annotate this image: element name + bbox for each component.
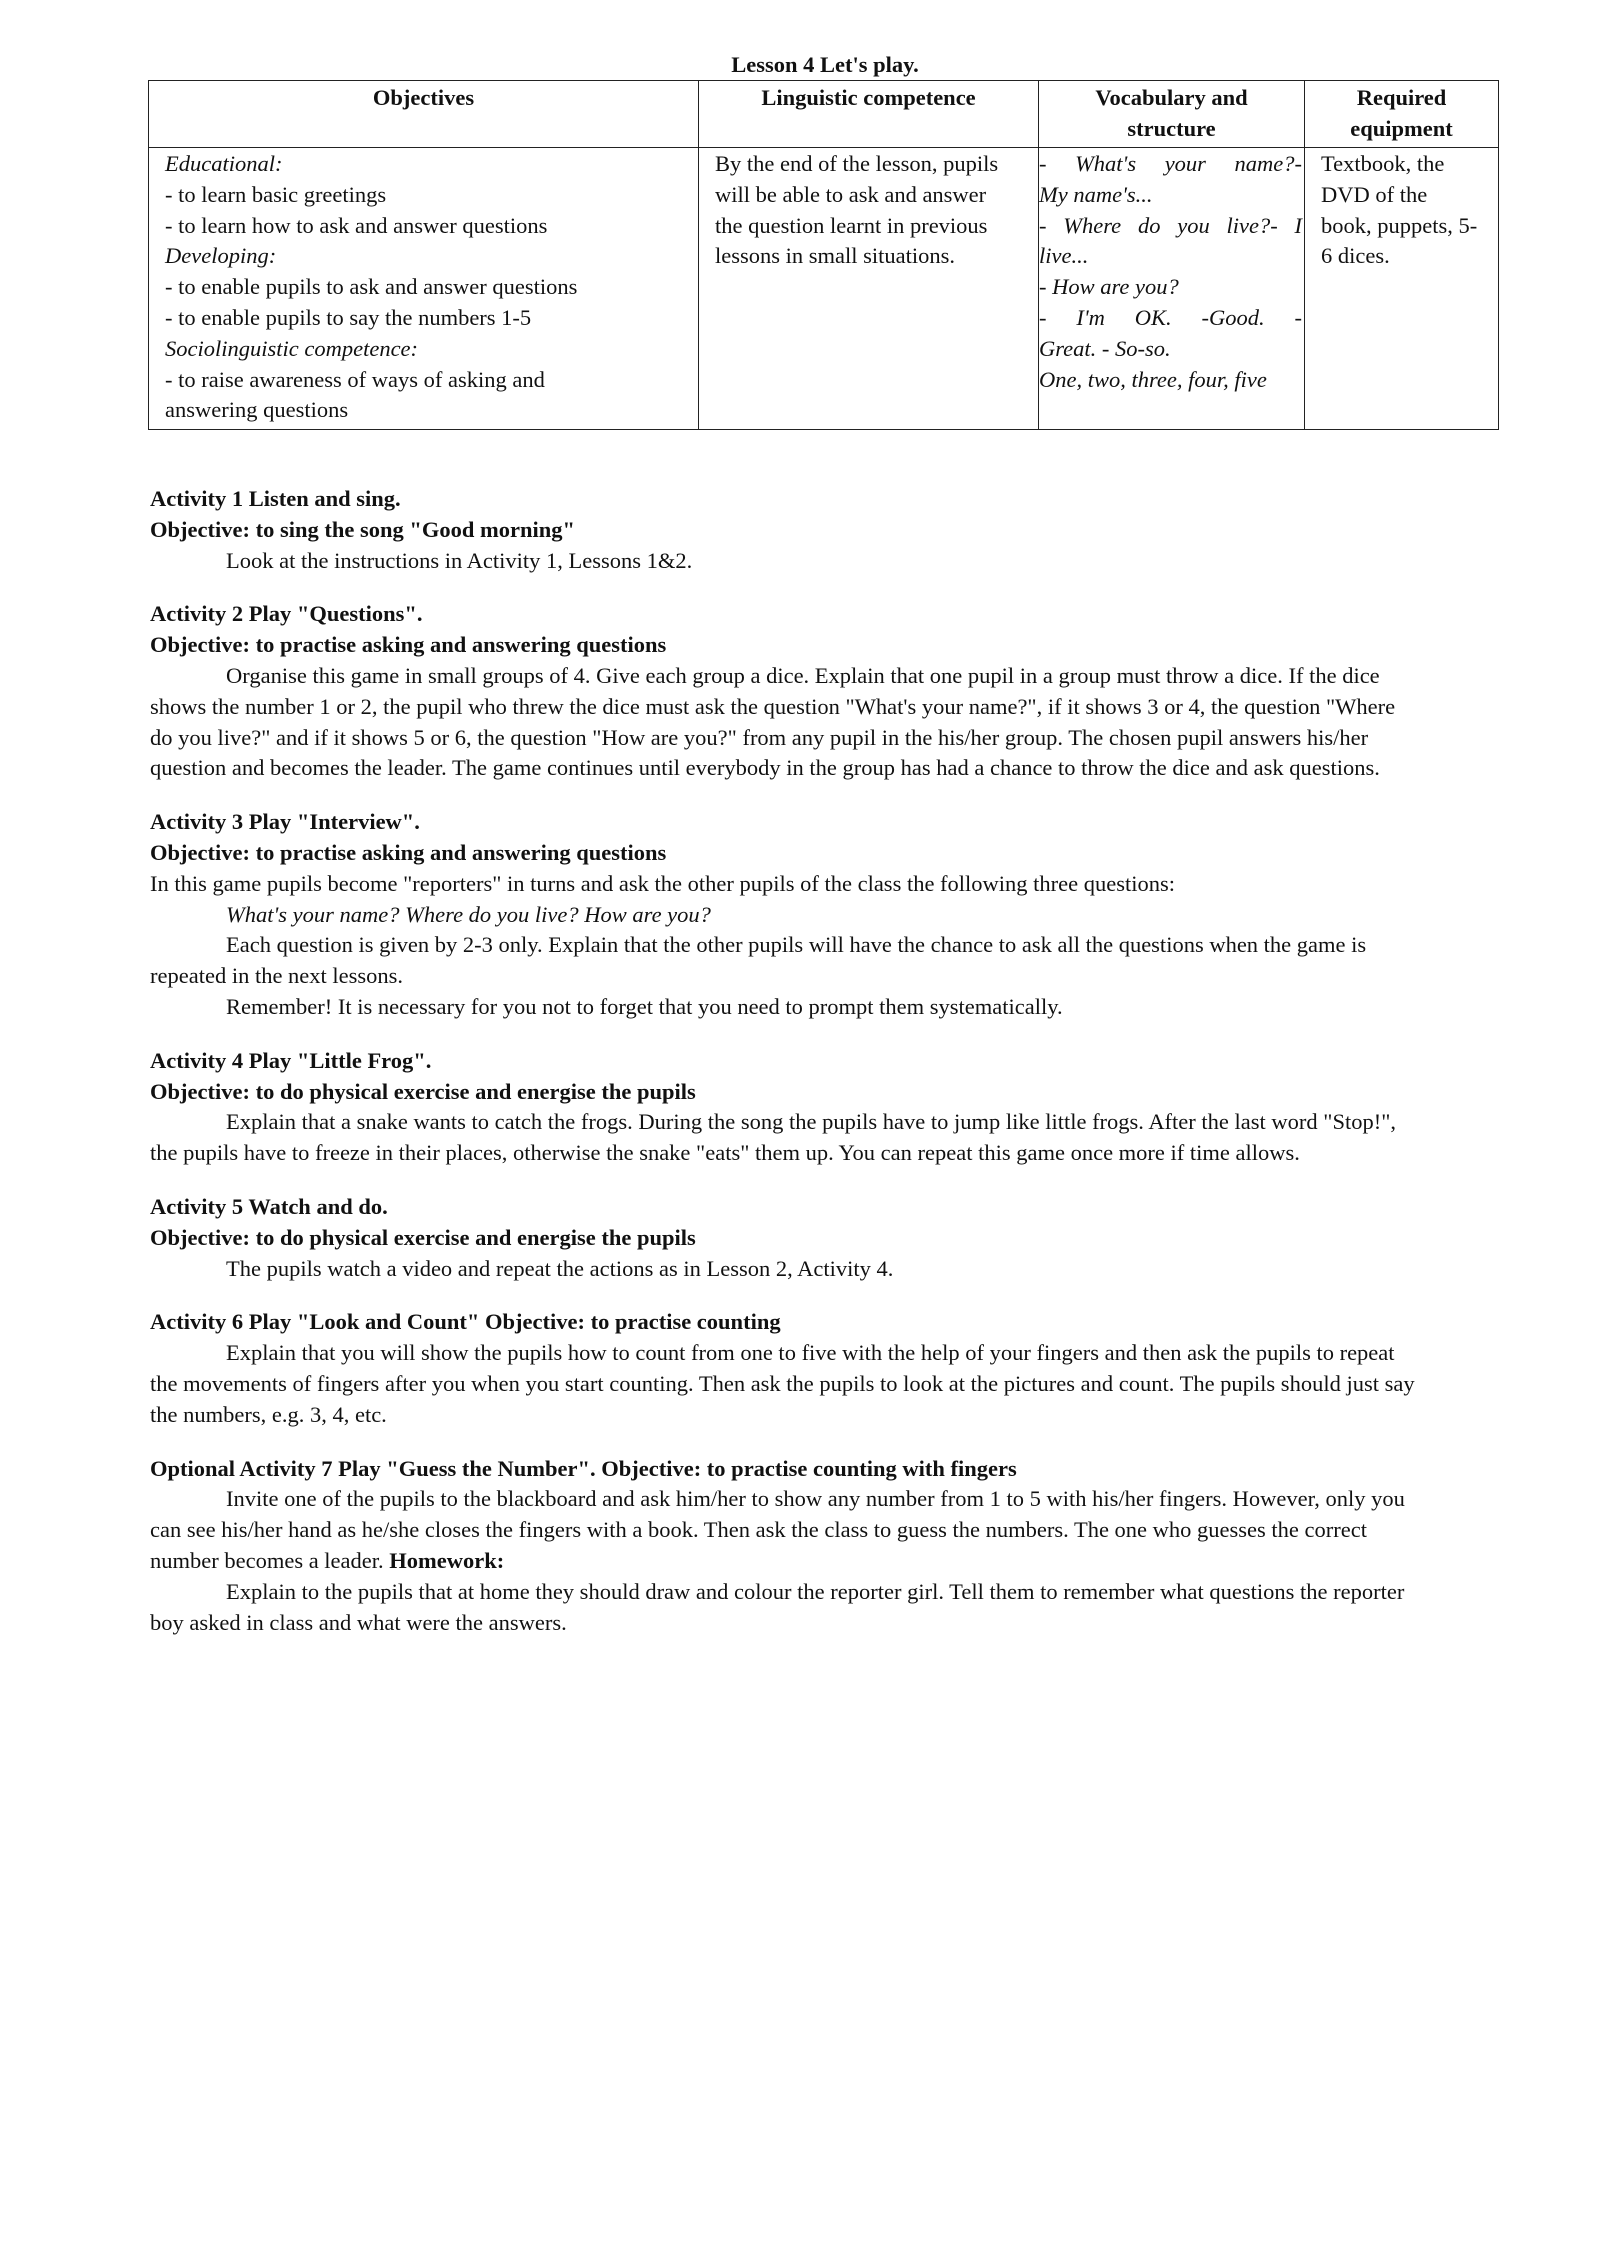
linguistic-cell: By the end of the lesson, pupils will be able to ask and answer the question learnt in previous lessons in small situations. [699,148,1039,430]
activity-3 [150,807,1420,1023]
vocabulary-line: live... [1039,243,1089,269]
activity-text [150,1484,1420,1576]
activity-title: Activity 5 Watch and do. [150,1193,388,1219]
header-vocabulary: Vocabulary and structure [1039,81,1305,148]
objective-item: - to raise awareness of ways of asking and [165,366,545,392]
objective-item-continued: answering questions [165,397,349,423]
activity-1 [150,484,1420,576]
vocabulary-line: One, two, three, four, five [1039,366,1267,392]
lesson-title: Lesson 4 Let's play. [731,52,919,77]
table-row [149,148,1499,430]
activity-objective: Objective: to do physical exercise and energise the pupils [150,1078,696,1104]
table-header-row [149,81,1499,148]
activity-4 [150,1046,1420,1169]
homework-text: Explain to the pupils that at home they should draw and colour the reporter girl. Tell them to remember what questions the reporter boy asked in class and what were the answers. [150,1578,1405,1635]
header-equipment: Required equipment [1305,81,1499,148]
activity-text-body: Invite one of the pupils to the blackboard and ask him/her to show any number from 1 to 5 with his/her fingers. However, only you can see his/her hand as he/she closes the fingers with a book. Then ask the class to guess the numbers. The one who guesses the correct number becomes a leader. [150,1486,1405,1573]
objectives-educational-heading: Educational: [165,151,283,176]
vocabulary-line: - How are you? [1039,274,1179,300]
activity-text: Explain that a snake wants to catch the frogs. During the song the pupils have to jump like little frogs. After the last word "Stop!", the pupils have to freeze in their places, otherwise the snake "eats" them up. You can repeat this game once more if time allows. [150,1109,1397,1166]
objectives-cell [149,148,699,430]
activity-objective: Objective: to sing the song "Good morning" [150,516,575,542]
activity-title: Activity 6 Play "Look and Count" Objective: to practise counting [150,1309,781,1335]
activity-objective: Objective: to practise asking and answering questions [150,632,667,658]
vocabulary-line: Great. - So-so. [1039,335,1171,361]
activity-text: Remember! It is necessary for you not to forget that you need to prompt them systematically. [226,993,1063,1019]
activity-title: Activity 3 Play "Interview". [150,809,420,835]
activity-text: Look at the instructions in Activity 1, Lessons 1&2. [226,547,693,573]
header-linguistic: Linguistic competence [699,81,1039,148]
objective-item: - to enable pupils to ask and answer questions [165,274,578,300]
lesson-plan-table [148,80,1499,430]
activities-section [150,484,1420,1661]
vocabulary-line: - Where do you live?- I [1039,212,1302,238]
interview-questions: What's your name? Where do you live? How are you? [226,901,711,927]
activity-title: Activity 2 Play "Questions". [150,601,423,627]
vocabulary-line: - What's your name?- [1039,151,1302,176]
activity-text: Each question is given by 2-3 only. Explain that the other pupils will have the chance to ask all the questions when the game is repeated in the next lessons. [150,932,1367,989]
activity-title: Optional Activity 7 Play "Guess the Number". Objective: to practise counting with fingers [150,1455,1017,1481]
activity-text: Organise this game in small groups of 4. Give each group a dice. Explain that one pupil in a group must throw a dice. If the dice shows the number 1 or 2, the pupil who threw the dice must ask the question "What's your name?", if it shows 3 or 4, the question "Where do you live?" and if it shows 5 or 6, the question "How are you?" from any pupil in the his/her group. The chosen pupil answers his/her question and becomes the leader. The game continues until everybody in the group has had a chance to throw the dice and ask questions. [150,662,1396,781]
header-objectives: Objectives [149,81,699,148]
objective-item: - to learn basic greetings [165,181,387,207]
activity-2 [150,599,1420,784]
objectives-socio-heading: Sociolinguistic competence: [165,335,419,361]
activity-text: Explain that you will show the pupils how to count from one to five with the help of your fingers and then ask the pupils to repeat the movements of fingers after you when you start counting. Then ask the pupils to look at the pictures and count. The pupils should just say the numbers, e.g. 3, 4, etc. [150,1340,1415,1427]
activity-title: Activity 4 Play "Little Frog". [150,1047,432,1073]
activity-objective: Objective: to practise asking and answering questions [150,839,667,865]
activity-6 [150,1307,1420,1430]
vocabulary-cell [1039,148,1305,430]
objective-item: - to learn how to ask and answer questions [165,212,548,238]
objective-item: - to enable pupils to say the numbers 1-5 [165,304,532,330]
equipment-cell: Textbook, the DVD of the book, puppets, 5- 6 dices. [1305,148,1499,430]
activity-objective: Objective: to do physical exercise and energise the pupils [150,1224,696,1250]
activity-5 [150,1192,1420,1284]
vocabulary-line: - I'm OK. -Good. - [1039,304,1302,330]
activity-7 [150,1454,1420,1639]
activity-text: In this game pupils become "reporters" in turns and ask the other pupils of the class the following three questions: [150,870,1176,896]
objectives-developing-heading: Developing: [165,243,277,269]
vocabulary-line: My name's... [1039,181,1153,207]
activity-title: Activity 1 Listen and sing. [150,486,401,511]
homework-label: Homework: [389,1547,505,1573]
activity-text: The pupils watch a video and repeat the actions as in Lesson 2, Activity 4. [226,1255,894,1281]
